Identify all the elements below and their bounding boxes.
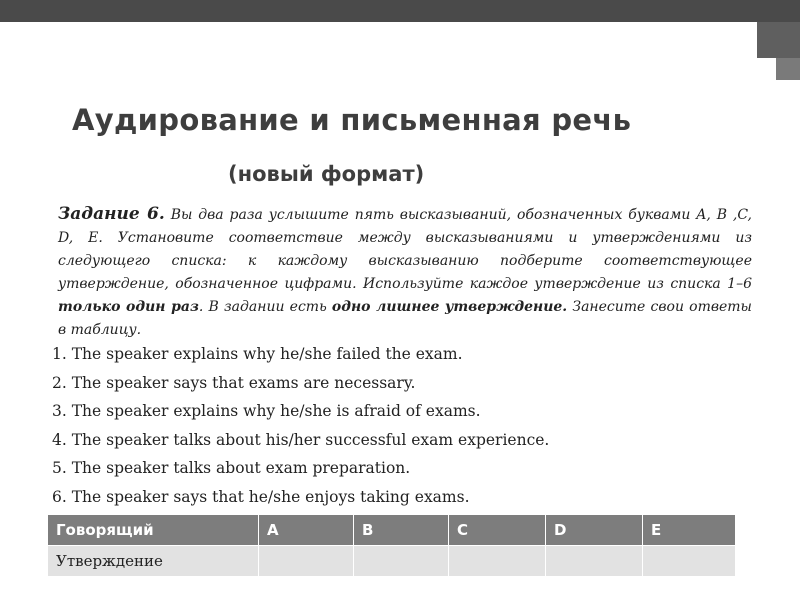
header-cell-c: C [449, 515, 546, 546]
answer-cell-e[interactable] [643, 546, 736, 577]
task-text-part3: Занесите свои ответы в таблицу. [58, 299, 752, 338]
slide-title: Аудирование и письменная речь [72, 103, 632, 137]
answer-cell-b[interactable] [354, 546, 449, 577]
statement-item: 5. The speaker talks about exam preparation. [52, 459, 411, 477]
top-bar [0, 0, 800, 22]
statement-item: 6. The speaker says that he/she enjoys taking exams. [52, 487, 470, 506]
statement-list [52, 340, 772, 511]
task-text-part1: Вы два раза услышите пять высказываний, обозначенных буквами A, B ,C, D, E. Установите соответствие между высказываниями и утверждениями из следующего списка: к каждому высказыванию подберите соответствующее утверждение, обозначенное цифрами. Используйте каждое утверждение из списка 1–6 [58, 207, 752, 292]
task-emphasis-once: только один раз [58, 299, 199, 315]
task-instructions [58, 203, 752, 342]
statement-item: 2. The speaker says that exams are necessary. [52, 373, 416, 392]
answer-cell-a[interactable] [259, 546, 354, 577]
header-cell-d: D [546, 515, 643, 546]
answer-table [47, 514, 736, 577]
task-label: Задание 6. [58, 204, 165, 224]
corner-accent-block [757, 22, 800, 58]
row-label-statement: Утверждение [48, 546, 259, 577]
task-emphasis-extra: одно лишнее утверждение. [331, 299, 568, 315]
statement-item: 1. The speaker explains why he/she failed the exam. [52, 345, 463, 363]
statement-item: 3. The speaker explains why he/she is afraid of exams. [52, 402, 481, 420]
answer-table-row [48, 546, 736, 577]
statement-item: 4. The speaker talks about his/her successful exam experience. [52, 430, 550, 449]
corner-accent-block-small [776, 58, 800, 80]
header-cell-a: A [259, 515, 354, 546]
header-cell-speaker: Говорящий [48, 515, 259, 546]
answer-cell-c[interactable] [449, 546, 546, 577]
answer-table-header-row [48, 515, 736, 546]
slide-subtitle: (новый формат) [228, 162, 425, 186]
task-text-part2: . В задании есть [198, 299, 332, 315]
header-cell-e: E [643, 515, 736, 546]
header-cell-b: B [354, 515, 449, 546]
answer-cell-d[interactable] [546, 546, 643, 577]
